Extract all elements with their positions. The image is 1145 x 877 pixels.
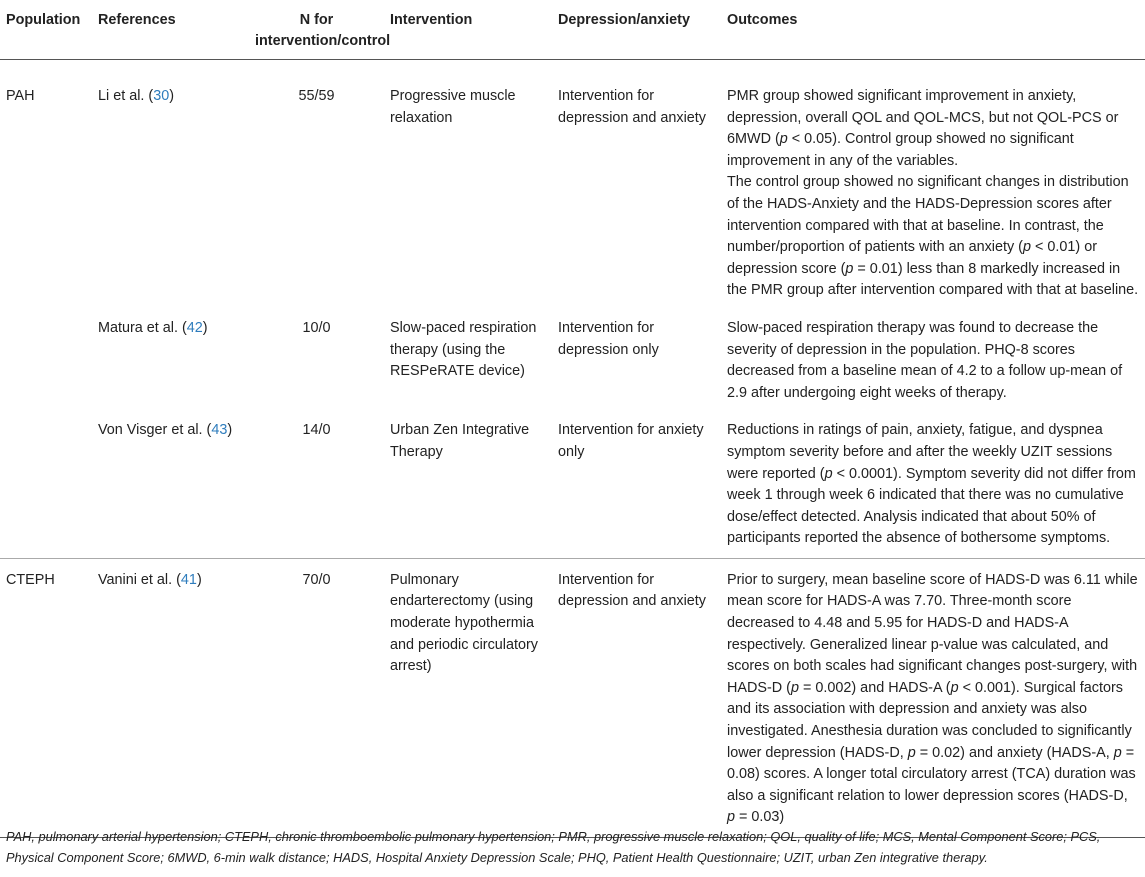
p-symbol: p (1022, 239, 1031, 256)
cell-population: PAH (6, 88, 35, 104)
p-symbol: p (950, 679, 959, 696)
header-population: Population (0, 0, 92, 60)
p-symbol: p (1113, 744, 1122, 761)
outcome-text: = 0.08) scores. A longer total circulatory arrest (TCA) duration was also a significant relation to lower depression scores (HADS-D, (727, 744, 1136, 804)
cell-outcomes (721, 60, 1145, 310)
cell-depression-anxiety: Intervention for depression and anxiety (558, 88, 707, 126)
outcome-text: < 0.05). Control group showed no significant improvement in any of the variables. (727, 131, 1074, 169)
reference-link[interactable]: 43 (211, 422, 228, 439)
outcome-paragraph (727, 172, 1139, 302)
reference-author: Von Visger et al. ( (98, 422, 212, 439)
cell-reference (92, 412, 249, 558)
cell-outcomes: Slow-paced respiration therapy was found to decrease the severity of depression in the population. PHQ-8 scores decreased from a baseline mean of 4.2 to a follow up-mean of 2.9 after undergoing eight weeks of therapy. (727, 319, 1123, 401)
cell-depression-anxiety: Intervention for depression only (558, 319, 659, 358)
cell-intervention: Progressive muscle relaxation (390, 88, 516, 126)
reference-link[interactable]: 30 (153, 88, 170, 104)
reference-close: ) (169, 88, 175, 104)
reference-close: ) (202, 319, 208, 336)
reference-author: Li et al. ( (98, 88, 154, 104)
cell-outcomes (721, 412, 1145, 558)
table-row (0, 310, 1145, 412)
reference-close: ) (227, 422, 233, 439)
cell-population (0, 310, 92, 412)
reference-link[interactable]: 42 (186, 319, 203, 336)
cell-reference (92, 558, 249, 837)
cell-n: 70/0 (249, 558, 384, 837)
p-symbol: p (790, 679, 799, 696)
cell-n: 14/0 (302, 422, 331, 439)
p-symbol: p (727, 809, 736, 826)
outcome-text: Prior to surgery, mean baseline score of HADS-D was 6.11 while mean score for HADS-A was 7.70. Three-month score decreased to 4.48 and 5.95 for HADS-D and HADS-A respectively. Generalized linear p-value was calculated, and scores on both scales had significant changes post-surgery, with HADS-D ( (727, 571, 1138, 696)
cell-population: CTEPH (0, 558, 92, 837)
outcome-text: The control group showed no significant changes in distribution of the HADS-Anxiety and the HADS-Depression scores after intervention compared with that at baseline. In contrast, the number/proportion of patients with an anxiety ( (727, 174, 1129, 256)
cell-reference (92, 310, 249, 412)
outcome-text: < 0.01) or depression score ( (727, 239, 1097, 277)
outcome-text: < 0.0001). Symptom severity did not differ from week 1 through week 6 indicated that there was no cumulative dose/effect detected. Analysis indicated that about 50% of participants reported the absence of bothersome symptoms. (727, 465, 1136, 547)
header-intervention: Intervention (384, 0, 552, 60)
header-n: N for intervention/control (249, 0, 384, 60)
table-row (0, 558, 1145, 837)
cell-depression-anxiety: Intervention for anxiety only (558, 422, 704, 460)
cell-intervention: Urban Zen Integrative Therapy (390, 422, 530, 460)
cell-n: 55/59 (298, 88, 335, 104)
p-symbol: p (907, 744, 916, 761)
reference-close: ) (196, 571, 202, 588)
reference-link[interactable]: 41 (180, 571, 197, 588)
table-header-row (0, 0, 1145, 60)
outcome-text: = 0.03) (735, 809, 785, 826)
outcome-paragraph (727, 86, 1139, 172)
cell-intervention: Slow-paced respiration therapy (using the RESPeRATE device) (390, 319, 537, 380)
reference-author: Matura et al. ( (98, 319, 187, 336)
outcome-text: = 0.002) and HADS-A ( (798, 679, 951, 696)
outcome-text: PMR group showed significant improvement in anxiety, depression, overall QOL and QOL-MCS, but not QOL-PCS or 6MWD ( (727, 88, 1119, 148)
p-symbol: p (779, 131, 788, 148)
cell-outcomes (721, 558, 1145, 837)
header-references: References (92, 0, 249, 60)
cell-n: 10/0 (302, 319, 331, 336)
p-symbol: p (824, 465, 833, 482)
table-row (0, 412, 1145, 558)
cell-population (0, 412, 92, 558)
table-footnote: PAH, pulmonary arterial hypertension; CTEPH, chronic thromboembolic pulmonary hypertension; PMR, progressive muscle relaxation; QOL, quality of life; MCS, Mental Component Score; PCS, Physical Component Score; 6MWD, 6-min walk distance; HADS, Hospital Anxiety Depression Scale; PHQ, Patient Health Questionnaire; UZIT, urban Zen integrative therapy. (6, 829, 1101, 865)
cell-reference (92, 60, 249, 310)
table-row (0, 60, 1145, 310)
outcome-text: < 0.001). Surgical factors and its association with depression and anxiety was also investigated. Anesthesia duration was concluded to significantly lower depression (HADS-D, (727, 679, 1132, 761)
outcome-text: Reductions in ratings of pain, anxiety, fatigue, and dyspnea symptom severity before and after the weekly UZIT sessions were reported ( (727, 422, 1113, 482)
header-outcomes: Outcomes (721, 0, 1145, 60)
outcome-text: = 0.02) and anxiety (HADS-A, (915, 744, 1114, 761)
p-symbol: p (845, 260, 854, 277)
cell-intervention: Pulmonary endarterectomy (using moderate hypothermia and periodic circulatory arrest) (384, 558, 552, 837)
cell-depression-anxiety: Intervention for depression and anxiety (552, 558, 721, 837)
header-depression-anxiety: Depression/anxiety (552, 0, 721, 60)
outcome-text: = 0.01) less than 8 markedly increased in the PMR group after intervention compared with that at baseline. (727, 260, 1139, 299)
reference-author: Vanini et al. ( (98, 571, 181, 588)
